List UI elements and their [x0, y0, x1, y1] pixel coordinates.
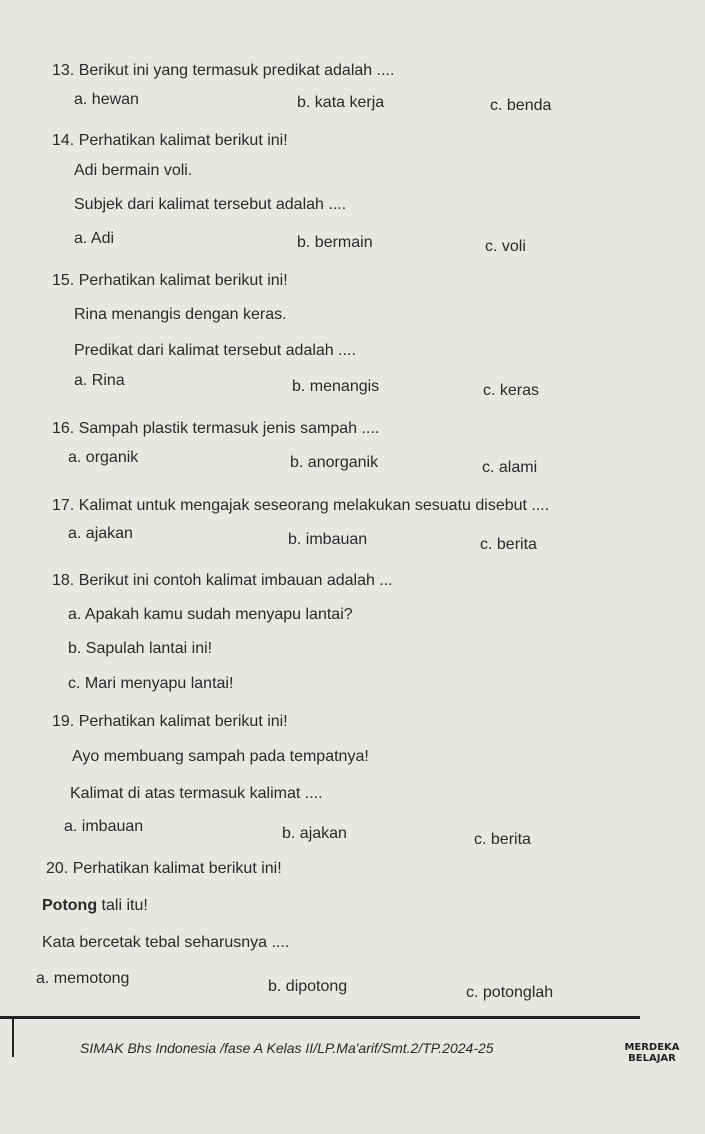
q20-sentence-rest: tali itu!	[97, 897, 148, 914]
q20-option-b: b. dipotong	[268, 978, 348, 995]
q18-option-a: a. Apakah kamu sudah menyapu lantai?	[68, 606, 353, 623]
question-14: 14. Perhatikan kalimat berikut ini!	[52, 132, 288, 149]
q14-option-c: c. voli	[485, 238, 526, 255]
logo-line-2: BELAJAR	[628, 1053, 676, 1064]
question-18: 18. Berikut ini contoh kalimat imbauan adalah ...	[52, 572, 393, 589]
q20-option-a: a. memotong	[36, 970, 130, 987]
question-16: 16. Sampah plastik termasuk jenis sampah ....	[52, 420, 380, 437]
q20-option-c: c. potonglah	[466, 984, 554, 1001]
q20-bold-word: Potong	[42, 897, 98, 914]
q17-option-b: b. imbauan	[288, 531, 368, 548]
q17-option-c: c. berita	[480, 536, 537, 553]
question-20: 20. Perhatikan kalimat berikut ini!	[46, 860, 282, 877]
merdeka-belajar-logo	[622, 1042, 682, 1076]
footer-divider	[0, 1016, 640, 1019]
question-15: 15. Perhatikan kalimat berikut ini!	[52, 272, 288, 289]
q16-option-a: a. organik	[68, 449, 139, 466]
q19-sentence: Ayo membuang sampah pada tempatnya!	[72, 748, 369, 765]
q13-option-a: a. hewan	[74, 91, 139, 108]
q17-option-a: a. ajakan	[68, 525, 133, 542]
q15-prompt: Predikat dari kalimat tersebut adalah ....	[74, 342, 356, 359]
q14-prompt: Subjek dari kalimat tersebut adalah ....	[74, 196, 347, 213]
q19-prompt: Kalimat di atas termasuk kalimat ....	[70, 785, 323, 802]
q20-prompt: Kata bercetak tebal seharusnya ....	[42, 934, 290, 951]
q16-option-b: b. anorganik	[290, 454, 379, 471]
q14-sentence: Adi bermain voli.	[74, 162, 193, 179]
q20-sentence	[42, 897, 148, 915]
q15-sentence: Rina menangis dengan keras.	[74, 306, 287, 323]
question-13: 13. Berikut ini yang termasuk predikat adalah ....	[52, 62, 395, 79]
q13-option-b: b. kata kerja	[297, 94, 385, 111]
q19-option-c: c. berita	[474, 831, 531, 848]
q14-option-b: b. bermain	[297, 234, 373, 251]
question-17: 17. Kalimat untuk mengajak seseorang melakukan sesuatu disebut ....	[52, 497, 550, 514]
q15-option-c: c. keras	[483, 382, 540, 399]
q14-option-a: a. Adi	[74, 230, 115, 247]
logo-line-1: MERDEKA	[624, 1042, 680, 1053]
q18-option-b: b. Sapulah lantai ini!	[68, 640, 213, 657]
footer-text: SIMAK Bhs Indonesia /fase A Kelas II/LP.Ma'arif/Smt.2/TP.2024-25	[80, 1040, 494, 1056]
q15-option-b: b. menangis	[292, 378, 380, 395]
footer-divider-corner	[0, 1019, 14, 1057]
q18-option-c: c. Mari menyapu lantai!	[68, 675, 234, 692]
q15-option-a: a. Rina	[74, 372, 125, 389]
q19-option-b: b. ajakan	[282, 825, 347, 842]
q16-option-c: c. alami	[482, 459, 538, 476]
question-19: 19. Perhatikan kalimat berikut ini!	[52, 713, 288, 730]
q19-option-a: a. imbauan	[64, 818, 144, 835]
q13-option-c: c. benda	[490, 97, 552, 114]
